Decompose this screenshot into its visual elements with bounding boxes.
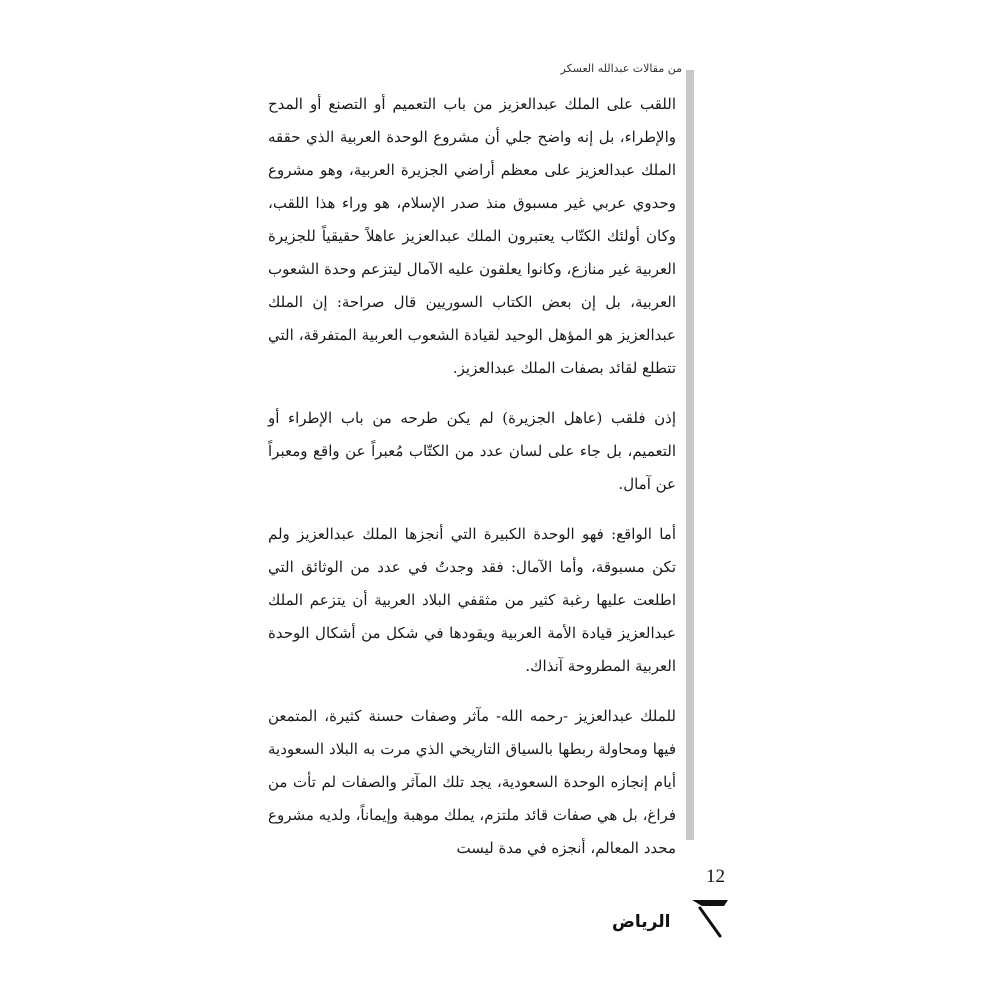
- margin-bar: [686, 70, 694, 840]
- page-corner-mark-icon: [690, 896, 730, 956]
- paragraph-2: إذن فلقب (عاهل الجزيرة) لم يكن طرحه من باب الإطراء أو التعميم، بل جاء على لسان عدد من الكتّاب مُعبراً عن واقع ومعبراً عن آمال.: [268, 409, 676, 493]
- running-header: من مقالات عبدالله العسكر: [560, 62, 682, 75]
- body-text: [268, 88, 676, 882]
- paragraph-1: اللقب على الملك عبدالعزيز من باب التعميم أو التصنع أو المدح والإطراء، بل إنه واضح جلي أن مشروع الوحدة العربية الذي حققه الملك عبدالعزيز على معظم أراضي الجزيرة العربية، وهو مشروع وحدوي عربي غير مسبوق منذ صدر الإسلام، هو وراء هذا اللقب، وكان أولئك الكتّاب يعتبرون الملك عبدالعزيز عاهلاً حقيقياً للجزيرة العربية غير منازع، وكانوا يعلقون عليه الآمال ليتزعم وحدة الشعوب العربية، بل إن بعض الكتاب السوريين قال صراحة: إن الملك عبدالعزيز هو المؤهل الوحيد لقيادة الشعوب العربية المتفرقة، التي تتطلع لقائد بصفات الملك عبدالعزيز.: [268, 95, 676, 377]
- paragraph-4: للملك عبدالعزيز -رحمه الله- مآثر وصفات حسنة كثيرة، المتمعن فيها ومحاولة ربطها بالسياق التاريخي الذي مرت به البلاد السعودية أيام إنجازه الوحدة السعودية، يجد تلك المآثر والصفات لم تأت من فراغ، بل هي صفات قائد ملتزم، يملك موهبة وإيماناً، ولديه مشروع محدد المعالم، أنجزه في مدة ليست: [268, 707, 676, 857]
- publisher-logo: الرياض: [612, 912, 671, 932]
- paragraph-3: أما الواقع: فهو الوحدة الكبيرة التي أنجزها الملك عبدالعزيز ولم تكن مسبوقة، وأما الآمال: فقد وجدتُ في عدد من الوثائق التي اطلعت عليها رغبة كثير من مثقفي البلاد العربية أن يتزعم الملك عبدالعزيز قيادة الأمة العربية ويقودها في شكل من أشكال الوحدة العربية المطروحة آنذاك.: [268, 525, 676, 675]
- page-number: 12: [706, 866, 725, 887]
